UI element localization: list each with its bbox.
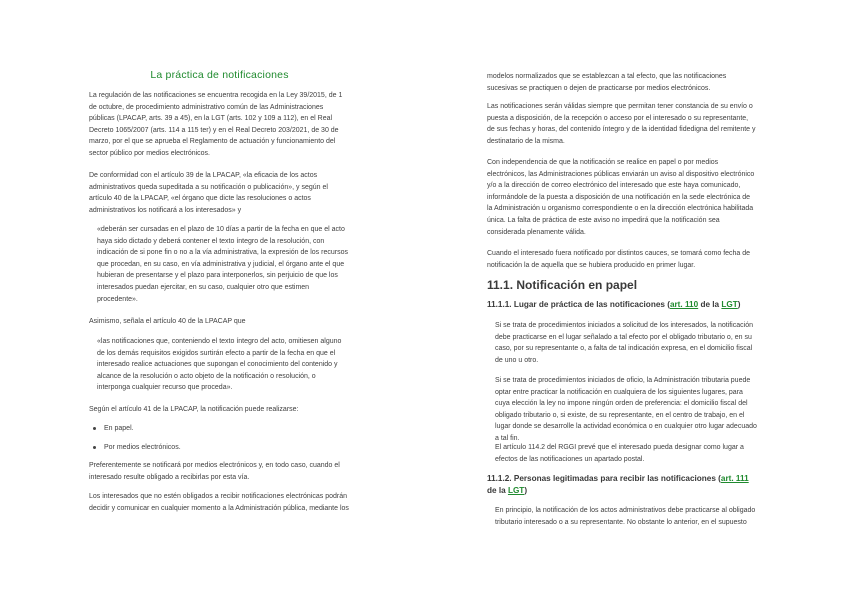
- link-lgt[interactable]: LGT: [721, 300, 738, 309]
- paragraph: Los interesados que no estén obligados a recibir notificaciones electrónicas podrán decidir y comunicar en cualquier momento a la Administración pública, mediante los: [89, 493, 349, 512]
- paragraph: Asimismo, señala el artículo 40 de la LPACAP que: [89, 318, 246, 325]
- paragraph: La regulación de las notificaciones se encuentra recogida en la Ley 39/2015, de 1 de octubre, de procedimiento administrativo común de las Administraciones públicas (LPACAP, arts. 39 a 45), en la LGT (arts. 102 y 109 a 112), en el Real Decreto 1065/2007 (arts. 114 a 115 ter) y en el Real Decreto 203/2021, de 30 de marzo, por el que se aprueba el Reglamento de actuación y funcionamiento del sector público por medios electrónicos.: [89, 92, 343, 157]
- subheading-text: de la: [487, 486, 508, 495]
- paragraph: Con independencia de que la notificación se realice en papel o por medios electrónicos, las Administraciones públicas enviarán un aviso al dispositivo electrónico y/o a la dirección de correo electrónico del interesado que este haya comunicado, informándole de la puesta a disposición de una notificación en la sede electrónica de la Administración u organismo correspondiente o en la dirección electrónica habilitada única. La falta de práctica de este aviso no impedirá que la notificación sea considerada plenamente válida.: [487, 159, 755, 236]
- subheading-text: ): [524, 486, 528, 495]
- paragraph: De conformidad con el artículo 39 de la LPACAP, «la eficacia de los actos administrativos queda supeditada a su notificación o publicación», y según el artículo 40 de la LPACAP, «el órgano que dicte las resoluciones o actos administrativos los notificará a los interesados» y: [89, 172, 328, 214]
- subheading-text: ): [737, 300, 741, 309]
- quote-block: «las notificaciones que, conteniendo el texto íntegro del acto, omitiesen alguno de los demás requisitos exigidos surtirán efecto a partir de la fecha en que el interesado realice actuaciones que supongan el conocimiento del contenido y alcance de la resolución o acto objeto de la notificación o resolución, o interponga cualquier recurso que proceda».: [97, 338, 342, 392]
- bullet-list: [89, 423, 350, 460]
- paragraph: En principio, la notificación de los actos administrativos debe practicarse al obligado tributario interesado o a su representante. No obstante lo anterior, en el supuesto: [495, 507, 756, 526]
- paragraph: Si se trata de procedimientos iniciados a solicitud de los interesados, la notificación debe practicarse en el lugar señalado a tal efecto por el obligado tributario o, en su caso, por su representante o, a falta de tal indicación expresa, en el domicilio fiscal de uno u otro.: [495, 322, 753, 364]
- paragraph: Cuando el interesado fuera notificado por distintos cauces, se tomará como fecha de notificación la de aquella que se hubiera producido en primer lugar.: [487, 250, 751, 269]
- section-title: La práctica de notificaciones: [150, 69, 289, 81]
- list-item: En papel.: [89, 423, 350, 435]
- subheading-text: de la: [698, 300, 722, 309]
- subheading-text: 11.1.1. Lugar de práctica de las notificaciones (: [487, 300, 670, 309]
- subheading-lugar-practica: [487, 299, 757, 311]
- link-art-111[interactable]: art. 111: [720, 474, 749, 483]
- paragraph: Las notificaciones serán válidas siempre que permitan tener constancia de su envío o puesta a disposición, de la recepción o acceso por el interesado o su representante, de sus fechas y horas, del contenido íntegro y de la identidad fidedigna del remitente y destinatario de la misma.: [487, 103, 756, 145]
- paragraph: El artículo 114.2 del RGGI prevé que el interesado pueda designar como lugar a efectos de las notificaciones un apartado postal.: [495, 444, 744, 463]
- link-art-110[interactable]: art. 110: [669, 300, 699, 309]
- link-lgt[interactable]: LGT: [507, 486, 525, 495]
- paragraph: modelos normalizados que se establezcan a tal efecto, que las notificaciones sucesivas se practiquen o dejen de practicarse por medios electrónicos.: [487, 73, 727, 92]
- paragraph: Según el artículo 41 de la LPACAP, la notificación puede realizarse:: [89, 406, 299, 413]
- subheading-personas-legitimadas: [487, 473, 757, 497]
- quote-block: «deberán ser cursadas en el plazo de 10 días a partir de la fecha en que el acto haya sido dictado y deberá contener el texto íntegro de la resolución, con indicación de si pone fin o no a la vía administrativa, la expresión de los recursos que procedan, en su caso, en vía administrativa y judicial, el órgano ante el que hubieran de presentarse y el plazo para interponerlos, sin perjuicio de que los interesados puedan ejercitar, en su caso, cualquier otro que estimen procedente».: [97, 226, 348, 303]
- paragraph: Preferentemente se notificará por medios electrónicos y, en todo caso, cuando el interesado resulte obligado a recibirlas por esta vía.: [89, 462, 340, 481]
- paragraph: Si se trata de procedimientos iniciados de oficio, la Administración tributaria puede optar entre practicar la notificación en cualquiera de los siguientes lugares, para cuya elección la ley no impone ningún orden de preferencia: el domicilio fiscal del obligado tributario o, si existe, de su representante, en el centro de trabajo, en el lugar donde se desarrolle la actividad económica o en cualquier otro lugar adecuado a tal fin.: [495, 377, 757, 442]
- subheading-text: 11.1.2. Personas legitimadas para recibir las notificaciones (: [487, 474, 721, 483]
- heading-notificacion-papel: 11.1. Notificación en papel: [487, 278, 638, 292]
- list-item: Por medios electrónicos.: [89, 442, 350, 454]
